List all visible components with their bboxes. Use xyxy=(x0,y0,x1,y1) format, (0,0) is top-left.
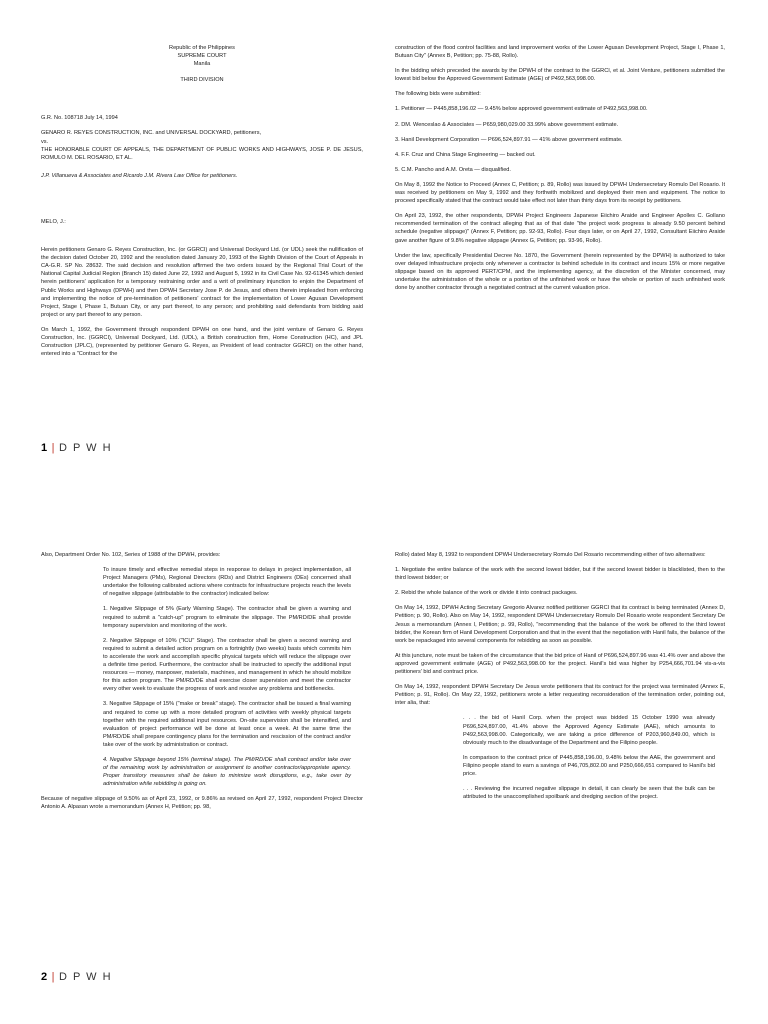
quoted-paragraph: 3. Negative Slippage of 15% ("make or break" stage). The contractor shall be issued a final warning and required to come up with a more detailed program of activities with weekly physical targets together with the required additional input resources. On-site supervision shall be intensified, and evaluation of project performance will be done at least once a week. At the same time the PM/RD/DE shall prepare contingency plans for the termination and rescission of the contract and/or take over of the work by administration or contract. xyxy=(103,701,351,748)
body-paragraph: 2. Rebid the whole balance of the work or divide it into contract packages. xyxy=(395,590,578,597)
quoted-paragraph: . . . the bid of Hanil Corp. when the project was bidded 15 October 1990 was already P696,524,897.00, 41.4% above the Approved Agency Estimate (AAE), which amounts to P492,563,998.00. Categorically, we are taking a price difference of P203,960,849.00, which is obviously much to the disadvantage of the Department and the Filipino people. xyxy=(463,715,715,746)
quoted-paragraph: To insure timely and effective remedial steps in response to delays in project implementation, all Project Managers (PMs), Regional Directors (RDs) and District Engineers (DEs) concerned shall undertake the following calibrated actions where contracts for infrastructure projects reach the levels of negative slippage (attributable to the contractor) indicated below: xyxy=(103,567,351,598)
quoted-paragraph: 1. Negative Slippage of 5% (Early Warning Stage). The contractor shall be given a warning and required to submit a "catch-up" program to eliminate the slippage. The PM/RD/DE shall provide temporary supervision and monitoring of the work. xyxy=(103,606,351,629)
footer-label: D P W H xyxy=(58,442,113,454)
respondents: THE HONORABLE COURT OF APPEALS, THE DEPARTMENT OF PUBLIC WORKS AND HIGHWAYS, JOSE P. DE JESUS, ROMULO M. DEL ROSARIO, ET AL. xyxy=(41,146,363,161)
header-court: SUPREME COURT xyxy=(177,53,227,60)
page-footer xyxy=(41,971,112,983)
ponente: MELO, J.: xyxy=(41,218,66,225)
bid-item: 5. C.M. Pancho and A.M. Oreta — disqualified. xyxy=(395,166,511,173)
header-division: THIRD DIVISION xyxy=(180,77,224,84)
body-paragraph: The following bids were submitted: xyxy=(395,91,481,98)
body-paragraph: At this juncture, note must be taken of the circumstance that the bid price of Hanil of P696,524,897.96 was 41.4% over and above the approved government estimate (AGE) of P492,563,998.00 for the project. Hanil's bid was higher by P254,666,701.94 vis-a-vis petitioners' bid and contract price. xyxy=(395,652,725,676)
body-paragraph: 1. Negotiate the entire balance of the work with the second lowest bidder, but if the second lowest bidder is blacklisted, then to the third lowest bidder; or xyxy=(395,567,725,582)
body-paragraph: In the bidding which preceded the awards by the DPWH of the contract to the GGRCI, et al. Joint Venture, petitioners submitted the lowest bid below the Approved Government Estimate (AGE) of P492,563,998.00. xyxy=(395,68,725,83)
petitioners: GENARO R. REYES CONSTRUCTION, INC. and UNIVERSAL DOCKYARD, petitioners, xyxy=(41,130,262,137)
page2-right-column xyxy=(395,551,725,808)
body-paragraph: On May 14, 1992, respondent DPWH Secretary De Jesus wrote petitioners that its contract for the project was terminated (Annex E, Petition; p. 91, Rollo). On May 22, 1992, petitioners wrote a letter requesting reconsideration of the termination order, pointing out, inter alia, that: xyxy=(395,684,725,707)
bid-item: 1. Petitioner — P445,858,196.02 — 9.45% below approved government estimate of P492,563,998.00. xyxy=(395,106,648,113)
body-paragraph: Because of negative slippage of 9.50% as of April 23, 1992, or 9.86% as revised on April 27, 1992, respondent Project Director Antonio A. Alpasan wrote a memorandum (Annex H, Petition; pp. 98, xyxy=(41,796,363,811)
header-republic: Republic of the Philippines xyxy=(169,45,235,51)
document-page-2 xyxy=(0,537,768,1024)
body-paragraph: On April 23, 1992, the other respondents, DPWH Project Engineers Japanese Eiichiro Araide and Engineer Apolles C. Gollano recommended termination of the contract alleging that as of that date "the project work progress is already 9.50 percent behind schedule (negative slippage)" (Annex F, Petition; pp. 92-93, Rollo). Four days later, or on April 27, 1992, Consultant Eiichiro Araide gave another figure of 9.8% negative slippage (Annex G, Petition; pp. 93-96, Rollo). xyxy=(395,213,725,244)
page1-left-column xyxy=(41,44,363,365)
body-paragraph: Rollo) dated May 8, 1992 to respondent DPWH Undersecretary Romulo Del Rosario recommending either of two alternatives: xyxy=(395,552,706,558)
document-page-1 xyxy=(0,0,768,480)
footer-label: D P W H xyxy=(58,971,113,983)
bid-item: 4. F.F. Cruz and China Stage Engineering — backed out. xyxy=(395,151,536,158)
quoted-paragraph: . . . Reviewing the incurred negative slippage in detail, it can clearly be seen that the bulk can be attributed to the unaccomplished spoilbank and dredging section of the project. xyxy=(463,786,715,801)
page-number: 2 xyxy=(41,971,49,983)
body-paragraph: Also, Department Order No. 102, Series of 1988 of the DPWH, provides: xyxy=(41,552,221,558)
page-gap xyxy=(0,480,768,537)
bid-item: 3. Hanil Development Corporation — P696,524,897.91 — 41% above government estimate. xyxy=(395,136,623,143)
versus: vs. xyxy=(41,138,49,145)
body-paragraph: Herein petitioners Genaro G. Reyes Construction, Inc. (or GGRCI) and Universal Dockyard Ltd. (or UDL) seek the nullification of the decision dated October 20, 1992 and the resolution dated January 20, 1993 of the Eighth Division of the Court of Appeals in CA-G.R. SP No. 28632. The said decision and resolution affirmed the two orders issued by the Regional Trial Court of the National Capital Judicial Region (Branch 15) dated June 22, 1992 and August 5, 1992 in its Civil Case No. 92-61345 which denied herein petitioners' application for a temporary restraining order and a writ of preliminary injunction to enjoin the Department of Public Works and Highways (DPWH) and then DPWH Secretary Jose P. de Jesus, and others therein impleaded from enforcing and implementing the notice of pre-termination of petitioners' contract for the implementation of Lower Agusan Development Project, Stage I, Phase 1, Butuan City, or any part thereof, to any person; and prohibiting said defendants from bidding said project or any part thereof to any person. xyxy=(41,247,363,318)
page-number: 1 xyxy=(41,442,49,454)
quoted-paragraph: 4. Negative Slippage beyond 15% (terminal stage). The PM/RD/DE shall contract and/or take over of the remaining work by administration or assignment to another contractor/appropriate agency. Proper transitory measures shall be taken to minimize work disruptions, e.g., take over by administration while rebidding is going on. xyxy=(103,756,351,788)
body-paragraph: Under the law, specifically Presidential Decree No. 1870, the Government (herein represented by the DPWH) is authorized to take over delayed infrastructure projects only whenever a contractor is behind schedule in its contract and incurs 15% or more negative slippage based on its approved PERT/CPM, and the implementing agency, at the discretion of the Minister concerned, may undertake the administration of the whole or a portion of the unfinished work or have the whole or portion of such unfinished work done by another contractor through a negotiated contract at the current valuation price. xyxy=(395,252,725,291)
page-footer xyxy=(41,442,112,454)
bid-item: 2. DM. Wenceslao & Associates — P659,980,029.00 33.99% above government estimate. xyxy=(395,121,619,128)
quoted-paragraph: In comparison to the contract price of P445,858,196.00, 9.48% below the AAE, the government and Filipino people stand to earn a savings of P46,705,802.00 and P250,666,651 compared to Hanil's bid price. xyxy=(463,754,715,777)
counsel-line: J.P. Villanueva & Associates and Ricardo J.M. Rivera Law Office for petitioners. xyxy=(41,172,238,179)
body-paragraph: On May 8, 1992 the Notice to Proceed (Annex C, Petition; p. 89, Rollo) was issued by DPWH Undersecretary Romulo Del Rosario. It was received by petitioners on May 9, 1992 and they forthwith mobilized and deployed their men and equipment. The notice to proceed specifically stated that the contract would take effect not later than thirty days from its receipt by petitioners. xyxy=(395,181,725,205)
page2-left-column xyxy=(41,551,363,819)
case-number: G.R. No. 108718 July 14, 1994 xyxy=(41,115,118,122)
page1-right-column xyxy=(395,44,725,299)
body-paragraph: On March 1, 1992, the Government through respondent DPWH on one hand, and the joint venture of Genaro G. Reyes Construction, Inc. (GGRCI), Universal Dockyard, Ltd. (UDL), a British construction firm, Home Construction (HC), and JPL Construction (JPLC), (represented by petitioner Genaro G. Reyes, as President of lead contractor GGRCI) on the other hand, entered into a "Contract for the xyxy=(41,326,363,358)
footer-separator: | xyxy=(51,971,56,983)
body-paragraph: On May 14, 1992, DPWH Acting Secretary Gregorio Alvarez notified petitioner GGRCI that its contract is being terminated (Annex D, Petition; p. 90, Rollo). Also on May 14, 1992, respondent DPWH Undersecretary Romulo Del Rosario wrote respondent Secretary De Jesus a memorandum (Annex I, Petition; p. 99, Rollo), "recommending that the balance of the work be offered to the third lowest bidder, the Korean firm of Hanil Development Corporation and that in the event that the negotiation with Hanil fails, the balance of the work be repackaged into several components for rebidding as soon as possible. xyxy=(395,605,725,644)
body-paragraph: construction of the flood control facilities and land improvement works of the Lower Agusan Development Project, Stage I, Phase 1, Butuan City" (Annex B, Petition; pp. 75-88, Rollo). xyxy=(395,45,725,60)
footer-separator: | xyxy=(51,442,56,454)
quoted-paragraph: 2. Negative Slippage of 10% ("ICU" Stage). The contractor shall be given a second warning and required to submit a detailed action program on a fortnightly (two weeks) basis which commits him to accelerate the work and accomplish specific physical targets which will reduce the slippage over a definite time period. Furthermore, the contractor shall be instructed to specify the additional input resources — money, manpower, materials, machines, and management in which he should mobilize for this action program. The PM/RD/DE shall exercise closer supervision and meet the contractor every other week to evaluate the progress of work and resolve any problems and bottlenecks. xyxy=(103,637,351,693)
header-city: Manila xyxy=(193,61,211,68)
